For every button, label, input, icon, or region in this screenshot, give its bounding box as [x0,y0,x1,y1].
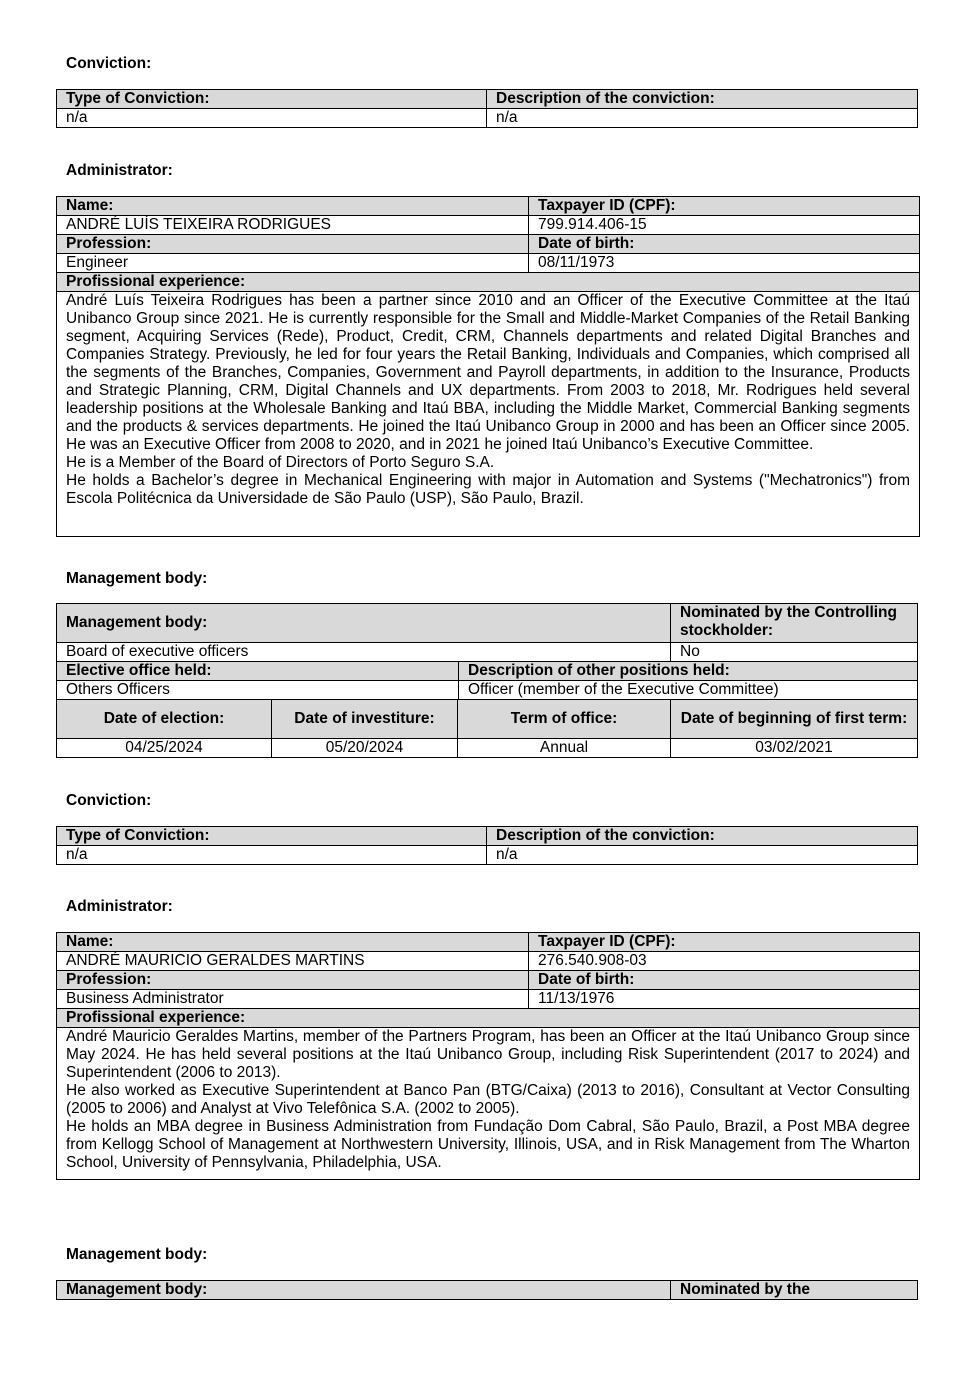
nominated-label: Nominated by the Controlling stockholder: [671,604,918,643]
term-of-office-label: Term of office: [458,700,671,739]
conviction-type-header: Type of Conviction: [57,827,487,846]
conviction-table [56,826,918,865]
taxpayer-id-value: 276.540.908-03 [529,952,920,971]
elective-office-value: Others Officers [57,681,459,700]
conviction-type-header: Type of Conviction: [57,90,487,109]
date-of-birth-value: 08/11/1973 [529,254,920,273]
experience-paragraph: He also worked as Executive Superintendent at Banco Pan (BTG/Caixa) (2013 to 2016), Consultant at Vector Consulting (2005 to 2006) and Analyst at Vivo Telefônica S.A. (2002 to 2005). [66,1082,910,1117]
conviction-title: Conviction: [66,792,152,809]
name-value: ANDRÉ MAURICIO GERALDES MARTINS [57,952,529,971]
name-label: Name: [57,933,529,952]
investiture-date-label: Date of investiture: [272,700,458,739]
administrator-title: Administrator: [66,898,173,915]
taxpayer-id-label: Taxpayer ID (CPF): [529,933,920,952]
election-date-value: 04/25/2024 [57,739,272,758]
experience-paragraph: André Luís Teixeira Rodrigues has been a partner since 2010 and an Officer of the Executive Committee at the Itaú Unibanco Group since 2021. He is currently responsible for the Small and Middle-Market Companies of the Retail Banking segment, Acquiring Services (Rede), Product, Credit, CRM, Channels departments and related Digital Branches and Companies Strategy. Previously, he led for four years the Retail Banking, Individuals and Companies, which comprised all the segments of the Branches, Companies, Government and Payroll departments, in addition to the Insurance, Products and Strategic Planning, CRM, Digital Channels and UX departments. From 2003 to 2018, Mr. Rodrigues held several leadership positions at the Wholesale Banking and Itaú BBA, including the Middle Market, Commercial Banking segments and the products & services departments. He joined the Itaú Unibanco Group in 2000 and has been an Officer since 2005. He was an Executive Officer from 2008 to 2020, and in 2021 he joined Itaú Unibanco’s Executive Committee. [66,292,910,453]
conviction-title: Conviction: [66,55,152,72]
conviction-table [56,89,918,128]
term-of-office-value: Annual [458,739,671,758]
conviction-type-value: n/a [57,109,487,128]
management-body-label: Management body: [57,604,671,643]
experience-paragraph: He holds an MBA degree in Business Administration from Fundação Dom Cabral, São Paulo, Brazil, a Post MBA degree from Kellogg School of Management at Northwestern University, Illinois, USA, and in Risk Management from The Wharton School, University of Pennsylvania, Philadelphia, USA. [66,1118,910,1171]
first-term-date-label: Date of beginning of first term: [671,700,918,739]
conviction-desc-value: n/a [487,109,918,128]
date-of-birth-label: Date of birth: [529,971,920,990]
profession-label: Profession: [57,971,529,990]
other-positions-value: Officer (member of the Executive Committee) [459,681,918,700]
name-label: Name: [57,197,529,216]
management-body-table-top [56,1280,918,1300]
nominated-label: Nominated by the [671,1281,918,1300]
conviction-desc-value: n/a [487,846,918,865]
administrator-table [56,196,920,537]
experience-text [57,1028,920,1180]
management-dates-table [56,699,918,758]
management-body-value: Board of executive officers [57,643,671,662]
management-body-title: Management body: [66,1246,208,1263]
profession-value: Engineer [57,254,529,273]
experience-label: Profissional experience: [57,1009,920,1028]
taxpayer-id-label: Taxpayer ID (CPF): [529,197,920,216]
election-date-label: Date of election: [57,700,272,739]
date-of-birth-value: 11/13/1976 [529,990,920,1009]
date-of-birth-label: Date of birth: [529,235,920,254]
investiture-date-value: 05/20/2024 [272,739,458,758]
first-term-date-value: 03/02/2021 [671,739,918,758]
profession-value: Business Administrator [57,990,529,1009]
nominated-value: No [671,643,918,662]
administrator-table [56,932,920,1180]
management-body-label: Management body: [57,1281,671,1300]
elective-office-label: Elective office held: [57,662,459,681]
taxpayer-id-value: 799.914.406-15 [529,216,920,235]
name-value: ANDRÉ LUÍS TEIXEIRA RODRIGUES [57,216,529,235]
experience-label: Profissional experience: [57,273,920,292]
management-body-title: Management body: [66,570,208,587]
conviction-desc-header: Description of the conviction: [487,90,918,109]
management-body-table-top [56,603,918,662]
experience-text [57,292,920,537]
administrator-title: Administrator: [66,162,173,179]
experience-paragraph: André Mauricio Geraldes Martins, member of the Partners Program, has been an Officer at the Itaú Unibanco Group since May 2024. He has held several positions at the Itaú Unibanco Group, including Risk Superintendent (2017 to 2024) and Superintendent (2006 to 2013). [66,1028,910,1081]
conviction-desc-header: Description of the conviction: [487,827,918,846]
management-office-table [56,661,918,700]
experience-paragraph: He is a Member of the Board of Directors of Porto Seguro S.A. [66,454,495,471]
profession-label: Profession: [57,235,529,254]
other-positions-label: Description of other positions held: [459,662,918,681]
experience-paragraph: He holds a Bachelor’s degree in Mechanical Engineering with major in Automation and Systems ("Mechatronics") from Escola Politécnica da Universidade de São Paulo (USP), São Paulo, Brazil. [66,472,910,507]
conviction-type-value: n/a [57,846,487,865]
